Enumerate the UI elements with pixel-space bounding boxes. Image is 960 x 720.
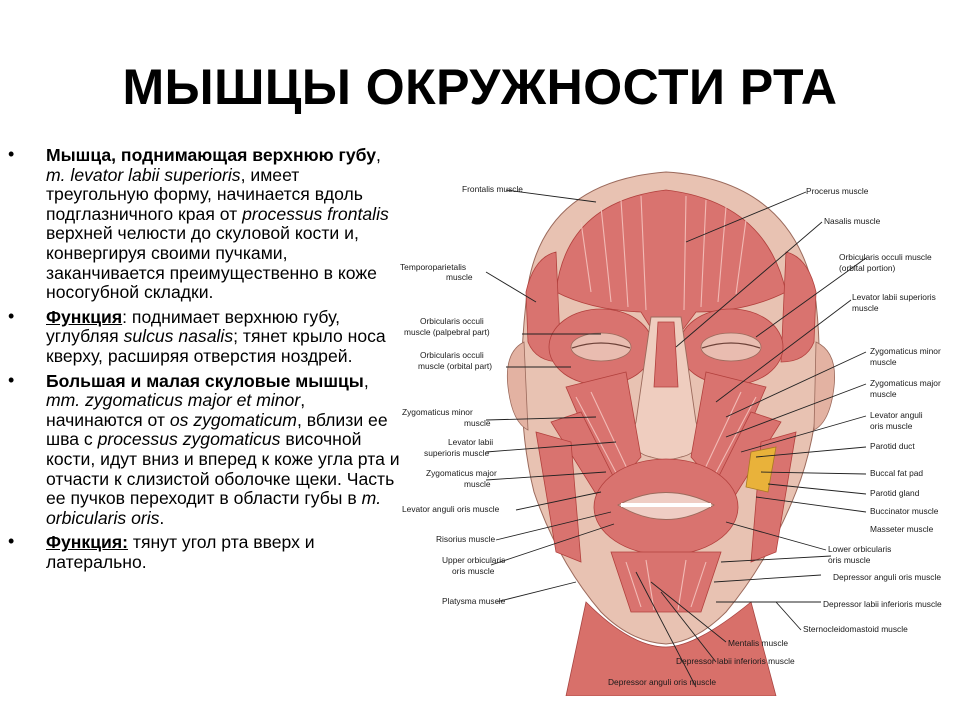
- label: Frontalis muscle: [462, 184, 523, 194]
- labels-left: [400, 184, 523, 606]
- latin-term: os zygomaticum: [169, 409, 297, 430]
- slide-title: МЫШЦЫ ОКРУЖНОСТИ РТА: [122, 59, 838, 115]
- label: Lower orbicularis: [828, 544, 892, 554]
- text: , имеет треугольную форму, начинается вдоль подглазничного края от: [46, 164, 363, 224]
- label: muscle: [852, 303, 879, 313]
- label: Orbicularis occuli muscle: [839, 252, 932, 262]
- label: Parotid gland: [870, 488, 920, 498]
- text: ,: [363, 370, 369, 391]
- label: muscle: [464, 479, 491, 489]
- label: Upper orbicularis: [442, 555, 506, 565]
- label: Levator anguli oris muscle: [402, 504, 500, 514]
- label: Platysma muscle: [442, 596, 506, 606]
- text: ; тянет крыло носа кверху, расширяя отверстия ноздрей.: [46, 326, 386, 366]
- label: muscle (orbital part): [418, 361, 493, 371]
- label: Temporoparietalis: [400, 262, 467, 272]
- text: височной кости, идут вниз и вперед к коже угла рта и отчасти к слизистой оболочке щеки. Часть ее пучков переходит в области губы в: [46, 429, 400, 509]
- label: Parotid duct: [870, 441, 915, 451]
- label: Depressor anguli oris muscle: [833, 572, 941, 582]
- latin-term: sulcus nasalis: [123, 326, 234, 347]
- text: : поднимает верхнюю губу, углубляя: [46, 306, 341, 347]
- label: Orbicularis occuli: [420, 350, 484, 360]
- bullet-function-2: [8, 533, 400, 572]
- muscle-name: Мышца, поднимающая верхнюю губу: [46, 145, 377, 165]
- label: Zygomaticus major: [426, 468, 497, 478]
- label: Procerus muscle: [806, 186, 869, 196]
- bullet-levator-labii: [8, 146, 400, 303]
- label: muscle (palpebral part): [404, 327, 490, 337]
- label: Levator labii superioris: [852, 292, 936, 302]
- label: Levator labii: [448, 437, 494, 447]
- label: Levator anguli: [870, 410, 923, 420]
- label: Masseter muscle: [870, 524, 934, 534]
- label: Sternocleidomastoid muscle: [803, 624, 908, 634]
- label: Depressor anguli oris muscle: [608, 677, 716, 687]
- text: , вблизи ее шва с: [46, 409, 388, 450]
- label: Zygomaticus minor: [402, 407, 473, 417]
- bullet-list: [8, 146, 400, 577]
- text: .: [159, 507, 165, 528]
- label: Zygomaticus major: [870, 378, 941, 388]
- label: Nasalis muscle: [824, 216, 881, 226]
- label: Mentalis muscle: [728, 638, 789, 648]
- label: Depressor labii inferioris muscle: [676, 656, 795, 666]
- latin-term: processus frontalis: [242, 203, 389, 224]
- latin-term: mm. zygomaticus major et minor: [46, 390, 301, 411]
- bullet-zygomaticus: [8, 372, 400, 529]
- label: Orbicularis occuli: [420, 316, 484, 326]
- bullet-function-1: [8, 308, 400, 367]
- facial-muscles-illustration: [396, 162, 956, 696]
- label: muscle: [446, 272, 473, 282]
- label: Risorius muscle: [436, 534, 496, 544]
- label: Depressor labii inferioris muscle: [823, 599, 942, 609]
- label: Buccal fat pad: [870, 468, 924, 478]
- text: , начинаются от: [46, 390, 306, 430]
- muscle-name: Большая и малая скуловые мышцы: [46, 370, 364, 391]
- latin-term: processus zygomaticus: [97, 429, 281, 450]
- head-drawing: [507, 172, 834, 696]
- text: тянут угол рта вверх и латерально.: [46, 532, 315, 572]
- label: muscle: [870, 389, 897, 399]
- label: oris muscle: [870, 421, 913, 431]
- latin-term: m. levator labii superioris: [46, 164, 241, 185]
- label: muscle: [464, 418, 491, 428]
- label: Buccinator muscle: [870, 506, 939, 516]
- latin-term: m. orbicularis oris: [46, 488, 382, 528]
- label: superioris muscle: [424, 448, 490, 458]
- label: (orbital portion): [839, 263, 896, 273]
- label: Zygomaticus minor: [870, 346, 941, 356]
- function-label: Функция: [46, 306, 123, 327]
- text: ,: [376, 145, 381, 165]
- label: oris muscle: [452, 566, 495, 576]
- label: oris muscle: [828, 555, 871, 565]
- text: верхней челюсти до скуловой кости и, конвергируя своими пучками, заканчивается преимущественно в коже носогубной складки.: [46, 223, 377, 303]
- function-label: Функция:: [46, 532, 128, 553]
- label: muscle: [870, 357, 897, 367]
